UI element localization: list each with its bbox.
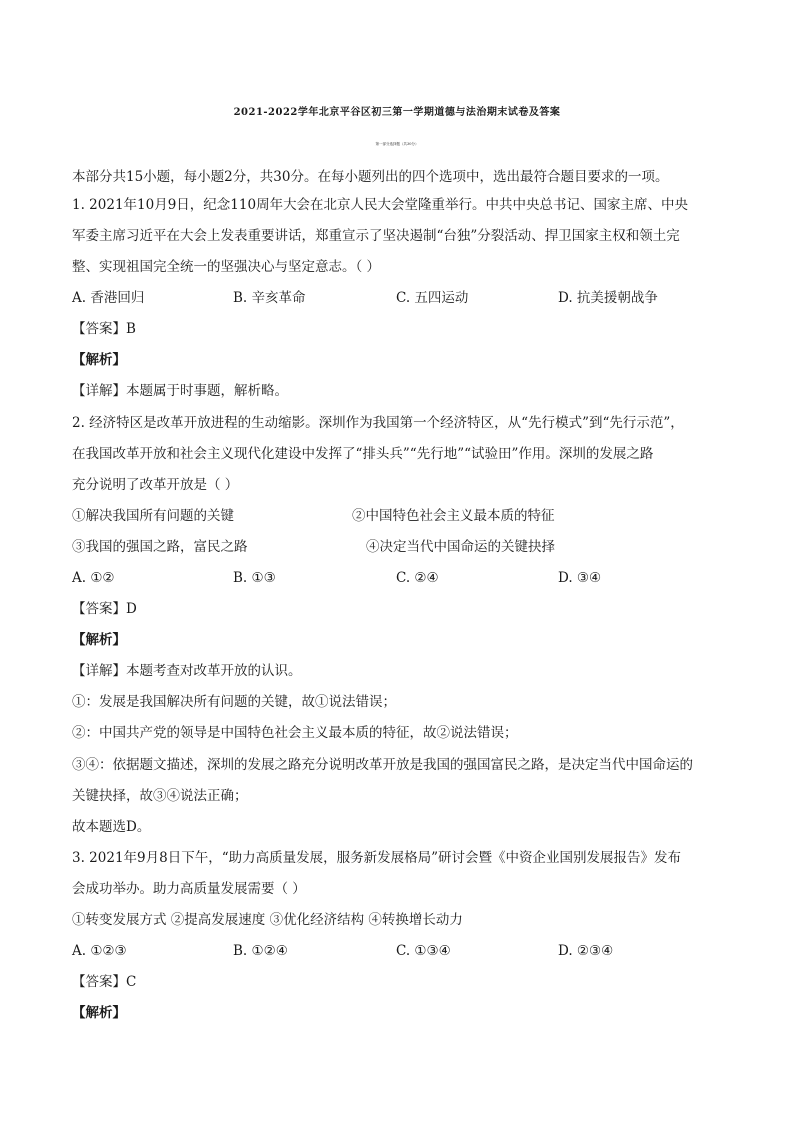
q3-option-b: B. ①②④ xyxy=(233,943,288,959)
q2-line-2: 在我国改革开放和社会主义现代化建设中发挥了“排头兵”“先行地”“试验田”作用。深圳的发展之路 xyxy=(72,446,654,462)
q2-analysis-label: 【解析】 xyxy=(72,632,126,648)
page-title: 2021-2022学年北京平谷区初三第一学期道德与法治期末试卷及答案 xyxy=(233,107,561,118)
q3-option-c: C. ①③④ xyxy=(396,943,451,959)
q1-line-3: 整、实现祖国完全统一的坚强决心与坚定意志。（ ） xyxy=(72,259,381,275)
q1-line-2: 军委主席习近平在大会上发表重要讲话，郑重宣示了坚决遏制“台独”分裂活动、捍卫国家主权和领土完 xyxy=(72,228,680,244)
section-subtitle: 第一部分选择题（共30分） xyxy=(375,142,419,146)
q1-option-d: D. 抗美援朝战争 xyxy=(558,290,658,306)
q3-answer: 【答案】C xyxy=(72,974,137,990)
q2-option-d: D. ③④ xyxy=(558,570,602,586)
q2-explain-5: 故本题选D。 xyxy=(72,819,151,835)
q3-statements: ①转变发展方式 ②提高发展速度 ③优化经济结构 ④转换增长动力 xyxy=(72,912,463,928)
q3-line-1: 3. 2021年9月8日下午，“助力高质量发展，服务新发展格局”研讨会暨《中资企业国别发展报告》发布 xyxy=(72,850,682,866)
q2-statement-3: ③我国的强国之路，富民之路 xyxy=(72,539,248,555)
q1-answer: 【答案】B xyxy=(72,321,136,337)
q2-line-1: 2. 经济特区是改革开放进程的生动缩影。深圳作为我国第一个经济特区，从“先行模式”到“先行示范”， xyxy=(72,415,684,431)
q2-answer: 【答案】D xyxy=(72,601,137,617)
q2-statement-4: ④决定当代中国命运的关键抉择 xyxy=(366,539,555,555)
q1-detail: 【详解】本题属于时事题，解析略。 xyxy=(72,383,288,399)
q2-statement-1: ①解决我国所有问题的关键 xyxy=(72,508,234,524)
q1-option-a: A. 香港回归 xyxy=(72,290,145,306)
q2-statement-2: ②中国特色社会主义最本质的特征 xyxy=(352,508,555,524)
q2-explain-1: ①：发展是我国解决所有问题的关键，故①说法错误； xyxy=(72,694,396,710)
q3-line-2: 会成功举办。助力高质量发展需要（ ） xyxy=(72,881,306,897)
q2-line-3: 充分说明了改革开放是（ ） xyxy=(72,477,239,493)
q2-explain-4: 关键抉择，故③④说法正确； xyxy=(72,788,248,804)
q1-option-c: C. 五四运动 xyxy=(396,290,469,306)
q1-line-1: 1. 2021年10月9日，纪念110周年大会在北京人民大会堂隆重举行。中共中央总书记、国家主席、中央 xyxy=(72,197,689,213)
q1-option-b: B. 辛亥革命 xyxy=(233,290,306,306)
q3-option-d: D. ②③④ xyxy=(558,943,614,959)
q2-option-b: B. ①③ xyxy=(233,570,276,586)
q2-explain-2: ②：中国共产党的领导是中国特色社会主义最本质的特征，故②说法错误； xyxy=(72,725,518,741)
q3-analysis-label: 【解析】 xyxy=(72,1005,126,1021)
intro-text: 本部分共15小题，每小题2分，共30分。在每小题列出的四个选项中，选出最符合题目要求的一项。 xyxy=(72,169,669,185)
q3-option-a: A. ①②③ xyxy=(72,943,127,959)
q2-option-c: C. ②④ xyxy=(396,570,439,586)
q2-explain-3: ③④：依据题文描述，深圳的发展之路充分说明改革开放是我国的强国富民之路，是决定当代中国命运的 xyxy=(72,757,693,773)
q2-detail: 【详解】本题考查对改革开放的认识。 xyxy=(72,663,302,679)
q2-option-a: A. ①② xyxy=(72,570,115,586)
q1-analysis-label: 【解析】 xyxy=(72,352,126,368)
